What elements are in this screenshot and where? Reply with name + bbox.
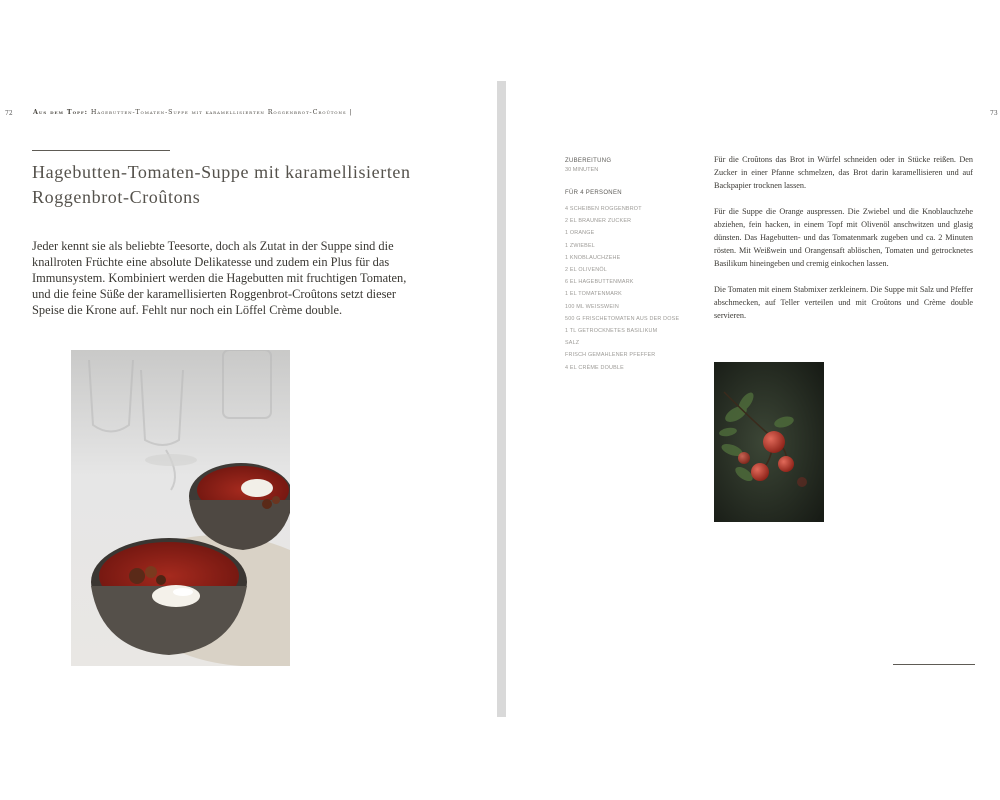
recipe-meta	[565, 157, 700, 374]
ingredient-item: 2 EL OLIVENÖL	[565, 267, 607, 274]
title-rule	[32, 150, 170, 151]
step-paragraph: Die Tomaten mit einem Stabmixer zerkleinern. Die Suppe mit Salz und Pfeffer abschmecken, auf Teller verteilen und mit Croûtons und Crème double servieren.	[714, 285, 973, 320]
ingredient-item: 1 ZWIEBEL	[565, 242, 595, 249]
running-head-section: Aus dem Topf:	[33, 108, 88, 116]
ingredient-item: 2 EL BRAUNER ZUCKER	[565, 218, 632, 225]
ingredient-list	[565, 203, 700, 374]
ingredient-item: 500 G FRISCHETOMATEN AUS DER DOSE	[565, 315, 680, 322]
page-number-right: 73	[990, 110, 998, 117]
step-paragraph: Für die Croûtons das Brot in Würfel schneiden oder in Stücke reißen. Den Zucker in einer Pfanne schmelzen, das Brot darin karamellisieren und auf Backpapier trocknen lassen.	[714, 155, 973, 190]
ingredient-item: 100 ML WEISSWEIN	[565, 303, 619, 310]
soup-photo	[71, 350, 290, 666]
preparation-label: ZUBEREITUNG	[565, 158, 612, 164]
recipe-intro: Jeder kennt sie als beliebte Teesorte, doch als Zutat in der Suppe sind die knallroten Früchte eine absolute Delikatesse und zudem ein Plus für das Immunsystem. Kombiniert werden die Hagebutten mit fruchtigen Tomaten, und die feine Süße der karamellisierten Roggenbrot-Croûtons setzt dieser Speise die Krone auf. Fehlt nur noch ein Löffel Crème double.	[32, 239, 407, 317]
running-head	[33, 108, 353, 116]
ingredient-item: FRISCH GEMAHLENER PFEFFER	[565, 352, 656, 359]
ingredient-item: 4 EL CRÈME DOUBLE	[565, 364, 624, 371]
ingredient-item: 1 EL TOMATENMARK	[565, 291, 622, 298]
page-number-left: 72	[5, 110, 13, 117]
left-page	[0, 0, 497, 800]
ingredient-item: 1 TL GETROCKNETES BASILIKUM	[565, 328, 658, 335]
step-paragraph: Für die Suppe die Orange auspressen. Die Zwiebel und die Knoblauchzehe abziehen, fein hacken, in einem Topf mit Olivenöl anschwitzen und glasig dünsten. Das Hagebutten- und das Tomatenmark zugeben und ca. 2 Minuten rösten. Mit Weißwein und Orangensaft ablöschen, Tomaten und getrocknetes Basilikum hineingeben und cremig einkochen lassen.	[714, 207, 973, 268]
ingredient-item: SALZ	[565, 340, 580, 347]
ingredient-item: 4 SCHEIBEN ROGGENBROT	[565, 206, 642, 212]
servings-label: FÜR 4 PERSONEN	[565, 190, 622, 196]
recipe-title: Hagebutten-Tomaten-Suppe mit karamellisierten Roggenbrot-Croûtons	[32, 162, 411, 207]
ingredient-item: 6 EL HAGEBUTTENMARK	[565, 279, 634, 286]
page-gutter	[497, 81, 506, 717]
running-head-title: Hagebutten-Tomaten-Suppe mit karamellisierten Roggenbrot-Croûtons	[90, 108, 347, 116]
preparation-steps	[714, 153, 973, 335]
preparation-time: 30 MINUTEN	[565, 167, 599, 173]
ingredient-item: 1 ORANGE	[565, 230, 595, 237]
closing-rule	[893, 664, 975, 665]
running-head-separator: |	[349, 108, 353, 116]
rosehip-photo	[714, 362, 824, 522]
ingredient-item: 1 KNOBLAUCHZEHE	[565, 254, 621, 261]
